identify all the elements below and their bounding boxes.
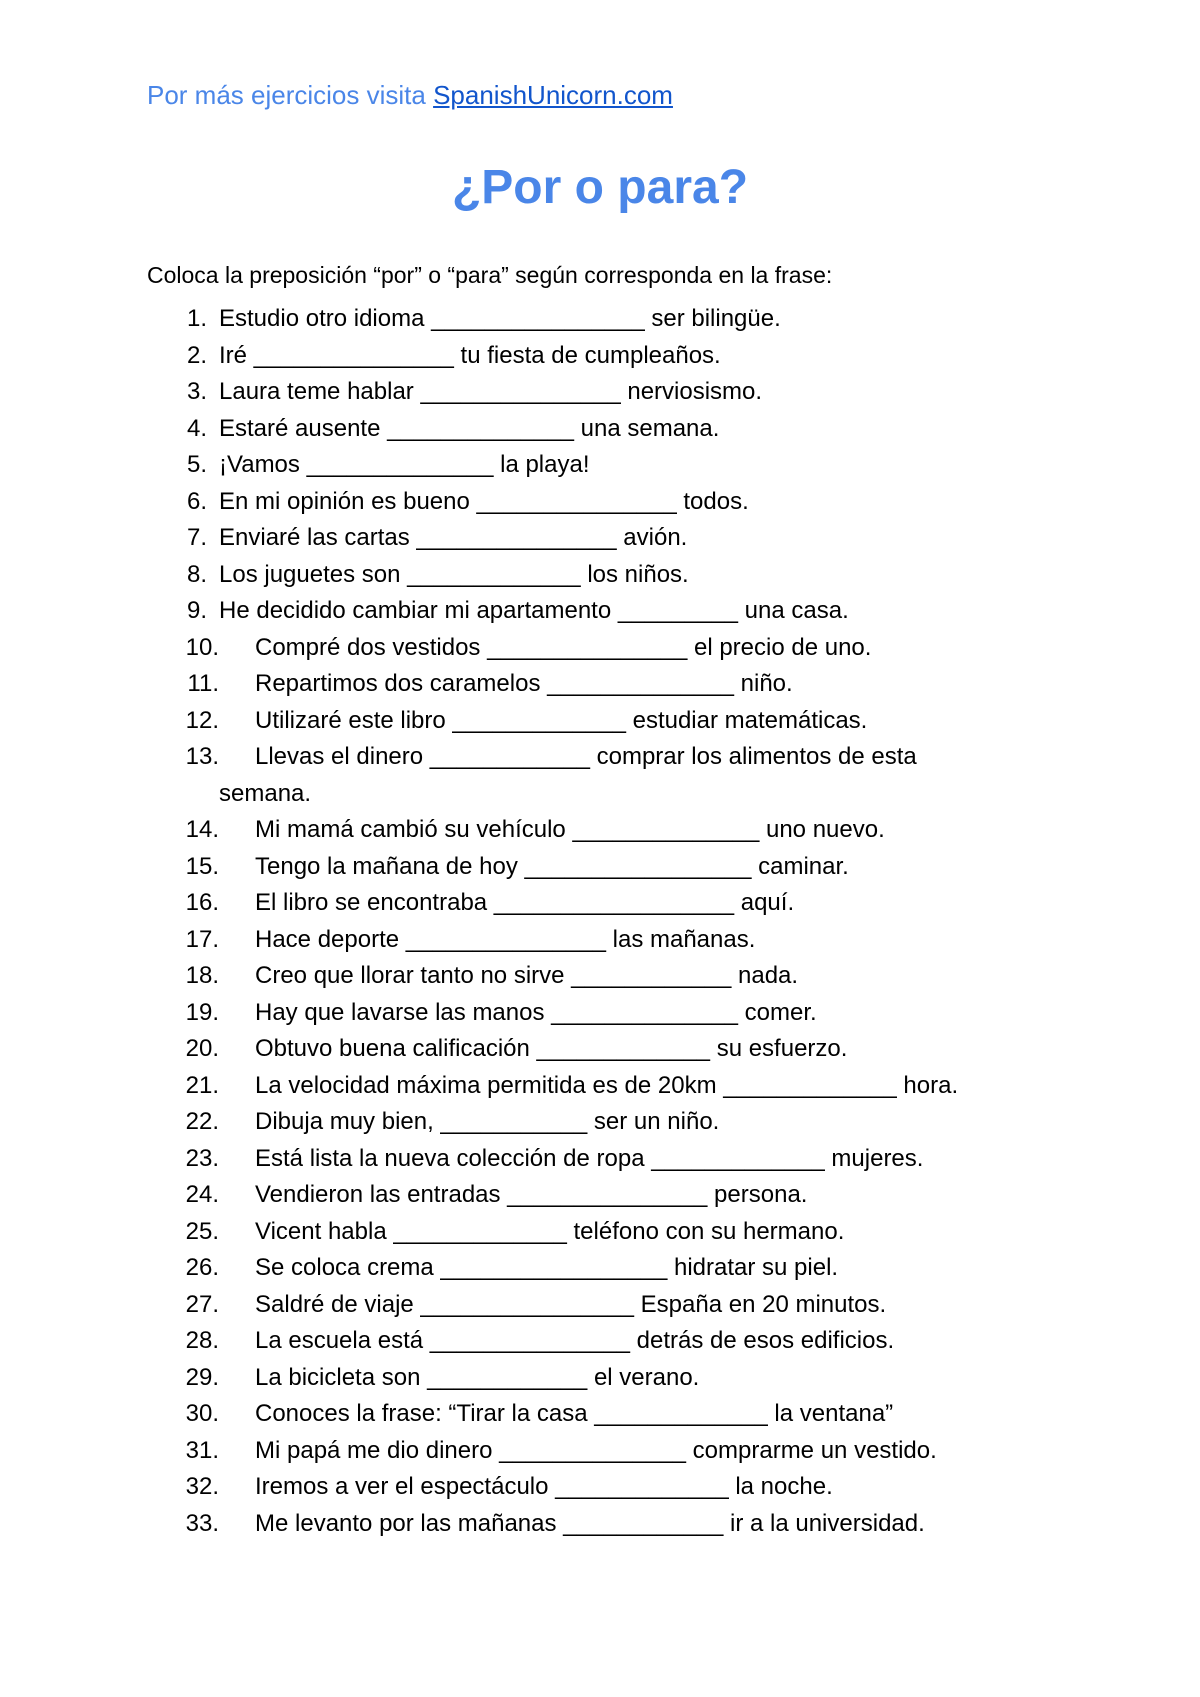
exercise-item <box>147 557 1047 594</box>
exercise-sentence: En mi opinión es bueno _______________ todos. <box>219 487 749 515</box>
exercise-number: 22. <box>185 1108 219 1135</box>
exercise-item <box>147 1250 1047 1287</box>
exercise-sentence: Laura teme hablar _______________ nerviosismo. <box>219 378 763 405</box>
exercise-sentence: La velocidad máxima permitida es de 20km _____________ hora. <box>255 1071 959 1099</box>
exercise-number: 2. <box>186 341 207 369</box>
exercise-item <box>147 958 1047 995</box>
exercise-number: 12. <box>185 706 219 734</box>
exercise-item <box>147 1469 1047 1506</box>
exercise-number: 28. <box>185 1327 219 1354</box>
exercise-sentence: Utilizaré este libro _____________ estudiar matemáticas. <box>255 706 868 734</box>
exercise-number: 11. <box>187 670 219 697</box>
exercise-sentence: Compré dos vestidos _______________ el precio de uno. <box>255 633 872 661</box>
exercise-item <box>147 1506 1047 1543</box>
exercise-sentence-continuation: semana. <box>219 779 312 807</box>
exercise-item <box>147 849 1047 886</box>
exercise-number: 25. <box>185 1217 219 1245</box>
exercise-number: 31. <box>185 1436 219 1464</box>
exercise-item <box>147 1031 1047 1068</box>
exercise-number: 3. <box>186 378 207 405</box>
exercise-number: 10. <box>185 633 219 661</box>
exercise-sentence: Hay que lavarse las manos ______________ comer. <box>255 998 817 1026</box>
exercise-item <box>147 1360 1047 1397</box>
exercise-number: 24. <box>185 1181 219 1208</box>
exercise-item <box>147 666 1047 703</box>
exercise-sentence: Hace deporte _______________ las mañanas. <box>255 925 756 953</box>
exercise-number: 9. <box>186 597 207 624</box>
exercise-item <box>147 1287 1047 1324</box>
exercise-number: 8. <box>186 560 207 588</box>
instruction-text: Coloca la preposición “por” o “para” según corresponda en la frase: <box>147 262 833 288</box>
exercise-sentence: Vendieron las entradas _______________ persona. <box>255 1181 808 1208</box>
exercise-sentence: Enviaré las cartas _______________ avión. <box>219 524 688 551</box>
exercise-number: 21. <box>185 1071 219 1099</box>
exercise-number: 33. <box>185 1509 219 1537</box>
exercise-item <box>147 1396 1047 1433</box>
exercise-sentence: Iré _______________ tu fiesta de cumpleaños. <box>219 341 721 369</box>
exercise-item <box>147 1323 1047 1360</box>
exercise-item <box>147 1214 1047 1251</box>
exercise-sentence: Conoces la frase: “Tirar la casa _____________ la ventana” <box>255 1400 894 1427</box>
exercise-item <box>147 1141 1047 1178</box>
exercise-sentence: Iremos a ver el espectáculo _____________ la noche. <box>255 1473 833 1500</box>
exercise-number: 15. <box>185 852 219 880</box>
page-title: ¿Por o para? <box>451 161 749 214</box>
exercise-item <box>147 411 1047 448</box>
exercise-sentence: Los juguetes son _____________ los niños. <box>219 560 689 588</box>
exercise-item <box>147 447 1047 484</box>
exercise-sentence: Tengo la mañana de hoy _________________ caminar. <box>255 852 849 880</box>
exercise-number: 30. <box>185 1400 219 1427</box>
exercise-item <box>147 812 1047 849</box>
exercise-number: 4. <box>186 414 207 442</box>
exercise-sentence: El libro se encontraba __________________ aquí. <box>255 889 795 916</box>
exercise-sentence: Me levanto por las mañanas ____________ ir a la universidad. <box>255 1509 925 1537</box>
exercise-item <box>147 995 1047 1032</box>
exercise-sentence: Estaré ausente ______________ una semana. <box>219 414 720 442</box>
exercise-sentence: Estudio otro idioma ________________ ser bilingüe. <box>219 305 781 332</box>
exercise-number: 13. <box>185 743 219 770</box>
exercise-sentence: Obtuvo buena calificación _____________ su esfuerzo. <box>255 1035 848 1062</box>
exercise-number: 19. <box>185 998 219 1026</box>
exercise-item <box>147 374 1047 411</box>
exercise-item <box>147 301 1047 338</box>
exercise-item <box>147 593 1047 630</box>
exercise-item <box>147 885 1047 922</box>
exercise-item <box>147 703 1047 740</box>
exercise-sentence: ¡Vamos ______________ la playa! <box>219 451 590 478</box>
exercise-number: 1. <box>186 305 207 332</box>
exercise-sentence: Repartimos dos caramelos ______________ niño. <box>255 670 793 697</box>
exercise-item <box>147 1177 1047 1214</box>
spanishunicorn-link[interactable]: SpanishUnicorn.com <box>433 80 673 110</box>
exercise-item <box>147 338 1047 375</box>
exercise-number: 7. <box>186 524 207 551</box>
exercise-sentence: Saldré de viaje ________________ España en 20 minutos. <box>255 1290 887 1318</box>
exercise-item <box>147 484 1047 521</box>
exercise-item <box>147 922 1047 959</box>
exercise-list <box>147 301 1047 1542</box>
header-line <box>147 80 673 111</box>
exercise-number: 32. <box>185 1473 219 1500</box>
exercise-number: 18. <box>185 962 219 989</box>
exercise-number: 6. <box>186 487 207 515</box>
exercise-item <box>147 520 1047 557</box>
exercise-sentence: La escuela está _______________ detrás de esos edificios. <box>255 1327 895 1354</box>
exercise-number: 23. <box>185 1144 219 1172</box>
exercise-sentence: Dibuja muy bien, ___________ ser un niño. <box>255 1108 720 1135</box>
exercise-number: 17. <box>185 925 219 953</box>
exercise-sentence: He decidido cambiar mi apartamento _________ una casa. <box>219 597 849 624</box>
header-prefix: Por más ejercicios visita <box>147 80 434 110</box>
exercise-item <box>147 1433 1047 1470</box>
exercise-sentence: Mi mamá cambió su vehículo ______________ uno nuevo. <box>255 816 885 843</box>
exercise-sentence: Se coloca crema _________________ hidratar su piel. <box>255 1254 839 1281</box>
exercise-sentence: Vicent habla _____________ teléfono con su hermano. <box>255 1217 845 1245</box>
exercise-sentence: Llevas el dinero ____________ comprar los alimentos de esta <box>255 743 917 770</box>
exercise-item <box>147 630 1047 667</box>
exercise-sentence: Mi papá me dio dinero ______________ comprarme un vestido. <box>255 1436 937 1464</box>
exercise-number: 5. <box>186 451 207 478</box>
exercise-number: 16. <box>185 889 219 916</box>
exercise-sentence: La bicicleta son ____________ el verano. <box>255 1363 700 1391</box>
exercise-sentence: Está lista la nueva colección de ropa _____________ mujeres. <box>255 1144 924 1172</box>
exercise-number: 26. <box>185 1254 219 1281</box>
exercise-item <box>147 1068 1047 1105</box>
exercise-item <box>147 739 1047 812</box>
exercise-number: 14. <box>185 816 219 843</box>
exercise-number: 20. <box>185 1035 219 1062</box>
exercise-number: 29. <box>185 1363 219 1391</box>
exercise-item <box>147 1104 1047 1141</box>
exercise-number: 27. <box>185 1290 219 1318</box>
exercise-sentence: Creo que llorar tanto no sirve ____________ nada. <box>255 962 799 989</box>
